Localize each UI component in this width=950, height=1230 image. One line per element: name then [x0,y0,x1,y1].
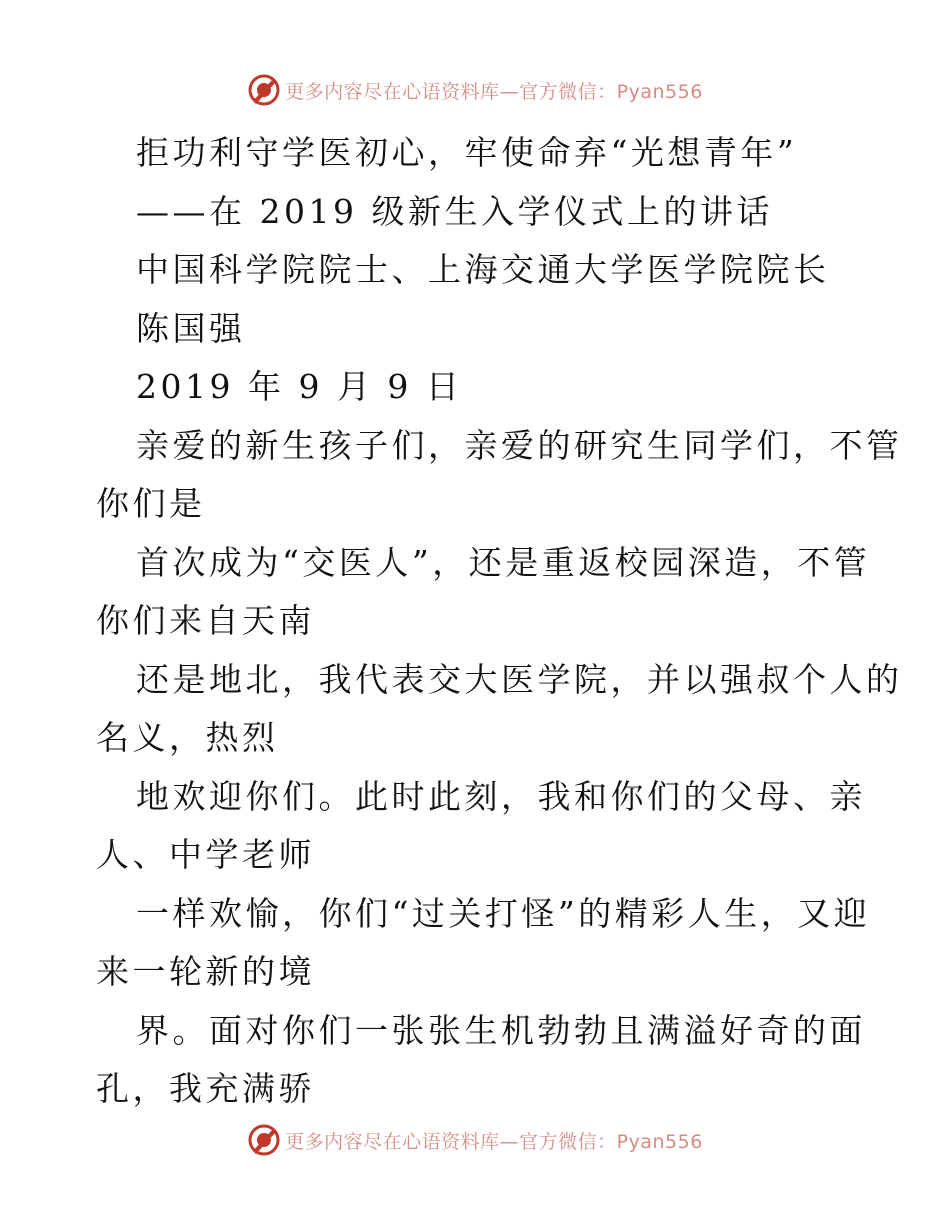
paragraph-line: 地欢迎你们。此时此刻，我和你们的父母、亲 [136,776,866,816]
date-line: 2019 年 9 月 9 日 [136,367,463,406]
paragraph-line: 来一轮新的境 [96,952,315,991]
paragraph-line: 你们来自天南 [96,601,315,640]
paragraph-line: 你们是 [96,484,206,523]
paragraph-line: 还是地北，我代表交大医学院，并以强叔个人的 [136,659,903,699]
header-watermark [0,70,950,110]
paragraph-line: 孔，我充满骄 [96,1069,315,1108]
watermark-text: 更多内容尽在心语资料库—官方微信：Pyan556 [285,1130,703,1153]
logo-icon [247,1123,281,1157]
watermark-text: 更多内容尽在心语资料库—官方微信：Pyan556 [285,80,703,103]
title-line: 拒功利守学医初心，牢使命弃“光想青年” [136,133,798,172]
author-title-line: 中国科学院院士、上海交通大学医学院院长 [136,250,830,289]
author-name-line: 陈国强 [136,308,246,348]
paragraph-line: 亲爱的新生孩子们，亲爱的研究生同学们，不管 [136,425,903,465]
paragraph-line: 首次成为“交医人”，还是重返校园深造，不管 [136,542,871,582]
paragraph-line: 人、中学老师 [96,835,315,874]
subtitle-line: ——在 2019 级新生入学仪式上的讲话 [136,191,773,231]
footer-watermark [0,1120,950,1160]
paragraph-line: 界。面对你们一张张生机勃勃且满溢好奇的面 [136,1010,866,1050]
paragraph-line: 一样欢愉，你们“过关打怪”的精彩人生，又迎 [136,893,871,933]
logo-icon [247,73,281,107]
document-body [96,124,903,1119]
paragraph-line: 名义，热烈 [96,718,279,757]
